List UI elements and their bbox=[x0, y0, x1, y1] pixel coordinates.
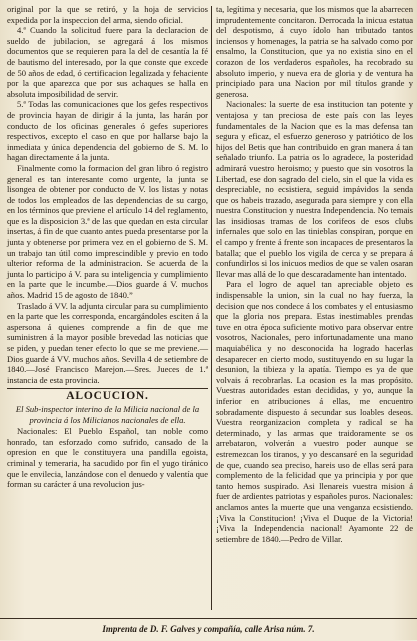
alocucion-subtitle: El Sub-inspector interino de la Milicia nacional de la provincia á los Milicianos nacionales de ella. bbox=[15, 403, 200, 425]
paragraph-2: 4.ª Cuando la solicitud fuere para la declaracion de sueldo de jubilacion, se agregará á los mismos documentos que se requieren para la del de cesantía la fé de bautismo del interesado, por la que conste que excede de 50 años de edad, ó certificacion legalizada y fehaciente por la que aparezca que por sus achaques se halla en absoluta imposibilidad de servir. bbox=[7, 25, 208, 99]
column-divider bbox=[211, 6, 212, 610]
paragraph-1: original por la que se retiró, y la hoja de servicios expedida por la inspeccion del arma, siendo oficial. bbox=[7, 4, 208, 25]
paragraph-5: Traslado á VV. la adjunta circular para su cumplimiento en la parte que les corresponda, encargándoles esciten á la aspersona á quienes comprende a fin de que me suministren á la mayor posible brevedad las noticias que se piden, y puedan tener efecto lo que se me previene.—Dios guarde á VV. muchos años. Sevilla 4 de setiembre de 1840.—José Francisco Marejon.—Sres. Jueces de 1.ª instancia de esta provincia. bbox=[7, 300, 208, 385]
right-column bbox=[216, 4, 413, 544]
right-paragraph-2: Nacionales: la suerte de esa institucion tan potente y ventajosa y tan preciosa de este país con las leyes fundamentales de la Nacion que es la mas defensa tan segura y eficaz, el esfuerzo generoso y patriótico de los hijos del Betis que han contribuido en gran manera á tan señalado triunfo. La patria os lo agradece, la posteridad admirará vuestro heroismo; y puesto que sin vosotros la Libertad, ese don sagrado del cielo, sin el que la vida es despreciable, no ecsistiera, seguid impávidos la senda que os habeis trazado, asegurada para siempre y con ella nuestra Constitucion y nuestra Independencia. No temais las insidiosas tramas de los corifeos de esos clubs infernales que solo en las tinieblas conspiran, porque en el campo y frente á frente son incapaces de presentaros la batalla; que el pueblo los vigila de cerca y se prepara á confundirlos si los inicuos medios de que se valen osaran llevar mas allá de lo que descaradamente han intentado. bbox=[216, 99, 413, 279]
printer-imprint bbox=[0, 618, 417, 641]
imprint-text: Imprenta de D. F. Galves y compañía, calle Arisa núm. 7. bbox=[102, 624, 315, 634]
paragraph-3: 5.ª Todas las comunicaciones que los gefes respectivos de provincia hayan de dirigir á la junta, las harán por conducto de los oficinas generales ó gefes superiores respectivos, excepto el caso en que por hallarse bajo la inmediata y única dependencia del gobierno de S. M. lo hagan directamente á la junta. bbox=[7, 99, 208, 163]
alocucion-heading: ALOCUCION. bbox=[7, 388, 208, 402]
alocucion-paragraph: Nacionales: El Pueblo Español, tan noble como honrado, tan esforzado como sufrido, cansado de la opresion en que le constituyera una pandilla egoista, criminal y temeraria, ha sacudido por fin el yugo tiránico que le envilecia, lanzándose con el denuedo y valentía que forman su carácter á una revolucion jus- bbox=[7, 426, 208, 490]
paragraph-4: Finalmente como la formacion del gran libro ó registro general es tan interesante como urgente, la junta se lisongea de obtener por conducto de V. los listas y notas de todos los empleados de las dependencias de su cargo, en los términos que previene el artículo 14 del reglamento, que es la disposicion 3.ª de las que quedan en esta circular insertas, á fin de que cuanto antes pueda presentarse por la junta y obtenerse por primera vez en el gobierno de S. M. un trabajo tan útil como imprescindible y previo en todo ulterior reforma de la administracion. Se acuerda de la junta lo participo á V. para su inteligencia y cumplimiento en la parte que le incumbe.—Dios guarde á V. muchos años. Madrid 15 de agosto de 1840.” bbox=[7, 162, 208, 301]
left-column bbox=[7, 4, 208, 490]
right-paragraph-3: Para el logro de aquel tan apreciable objeto es indispensable la union, sin la cual no hay fuerza, la decision que nos condece á los combates y el entusiasmo que la gloria nos prepara. Estas inestimables prendas tuve en otra época suficiente motivo para observar entre vosotros, Nacionales, pero infortunadamente una mano maquiabélica y no desconocida ha logrado hacerlas desaparecer en cierto modo, sustituyendo en su lugar la desunion, la tibieza y la apatía. Tiempo es ya de que volvais á recobrarlas. La ocasion es la mas propósito. Vuestras autoridades estan decididas, y yo, aunque la inferior en atribuciones á ellas, me encuentro sobradamente dispuesto á secundar sus loables deseos. Vuestra reorganizacion completa y radical se ha determinado, y las armas que traidoramente se os arrebataron, volverán a vuestro poder aunque se estremezcan los tiranos, y yo descansaré en la seguridad de que, cuando sea preciso, hareis uso de ellas será para complemento de la felicidad que ya principia y por que tanto hemos suspirado. Asi llenareis vuestra mision á fuer de ardientes patriotas y españoles puros. Nacionales: anclamos antes la muerte que una venganza ecsistiendo. ¡Viva la Constitucion! ¡Viva el Duque de la Victoria! ¡Viva la Independencia nacional! Ayamonte 22 de setiembre de 1840.—Pedro de Villar. bbox=[216, 279, 413, 544]
right-paragraph-1: ta, legítima y necesaria, que los mismos que la abarrecen imprudentemente concitaron. Derrocada la inicua estatua del despotismo, á cuyo ídolo han tributado tantos inciensos y homenages, la patria se ha salvado como por ensalmo, la Constitucion, que ya no existia sino en el corazon de los verdaderos españoles, ha recobrado su absoluto imperio, y nueva era de gloria y de ventura ha principiado para una Nacion por mil títulos grande y generosa. bbox=[216, 4, 413, 99]
